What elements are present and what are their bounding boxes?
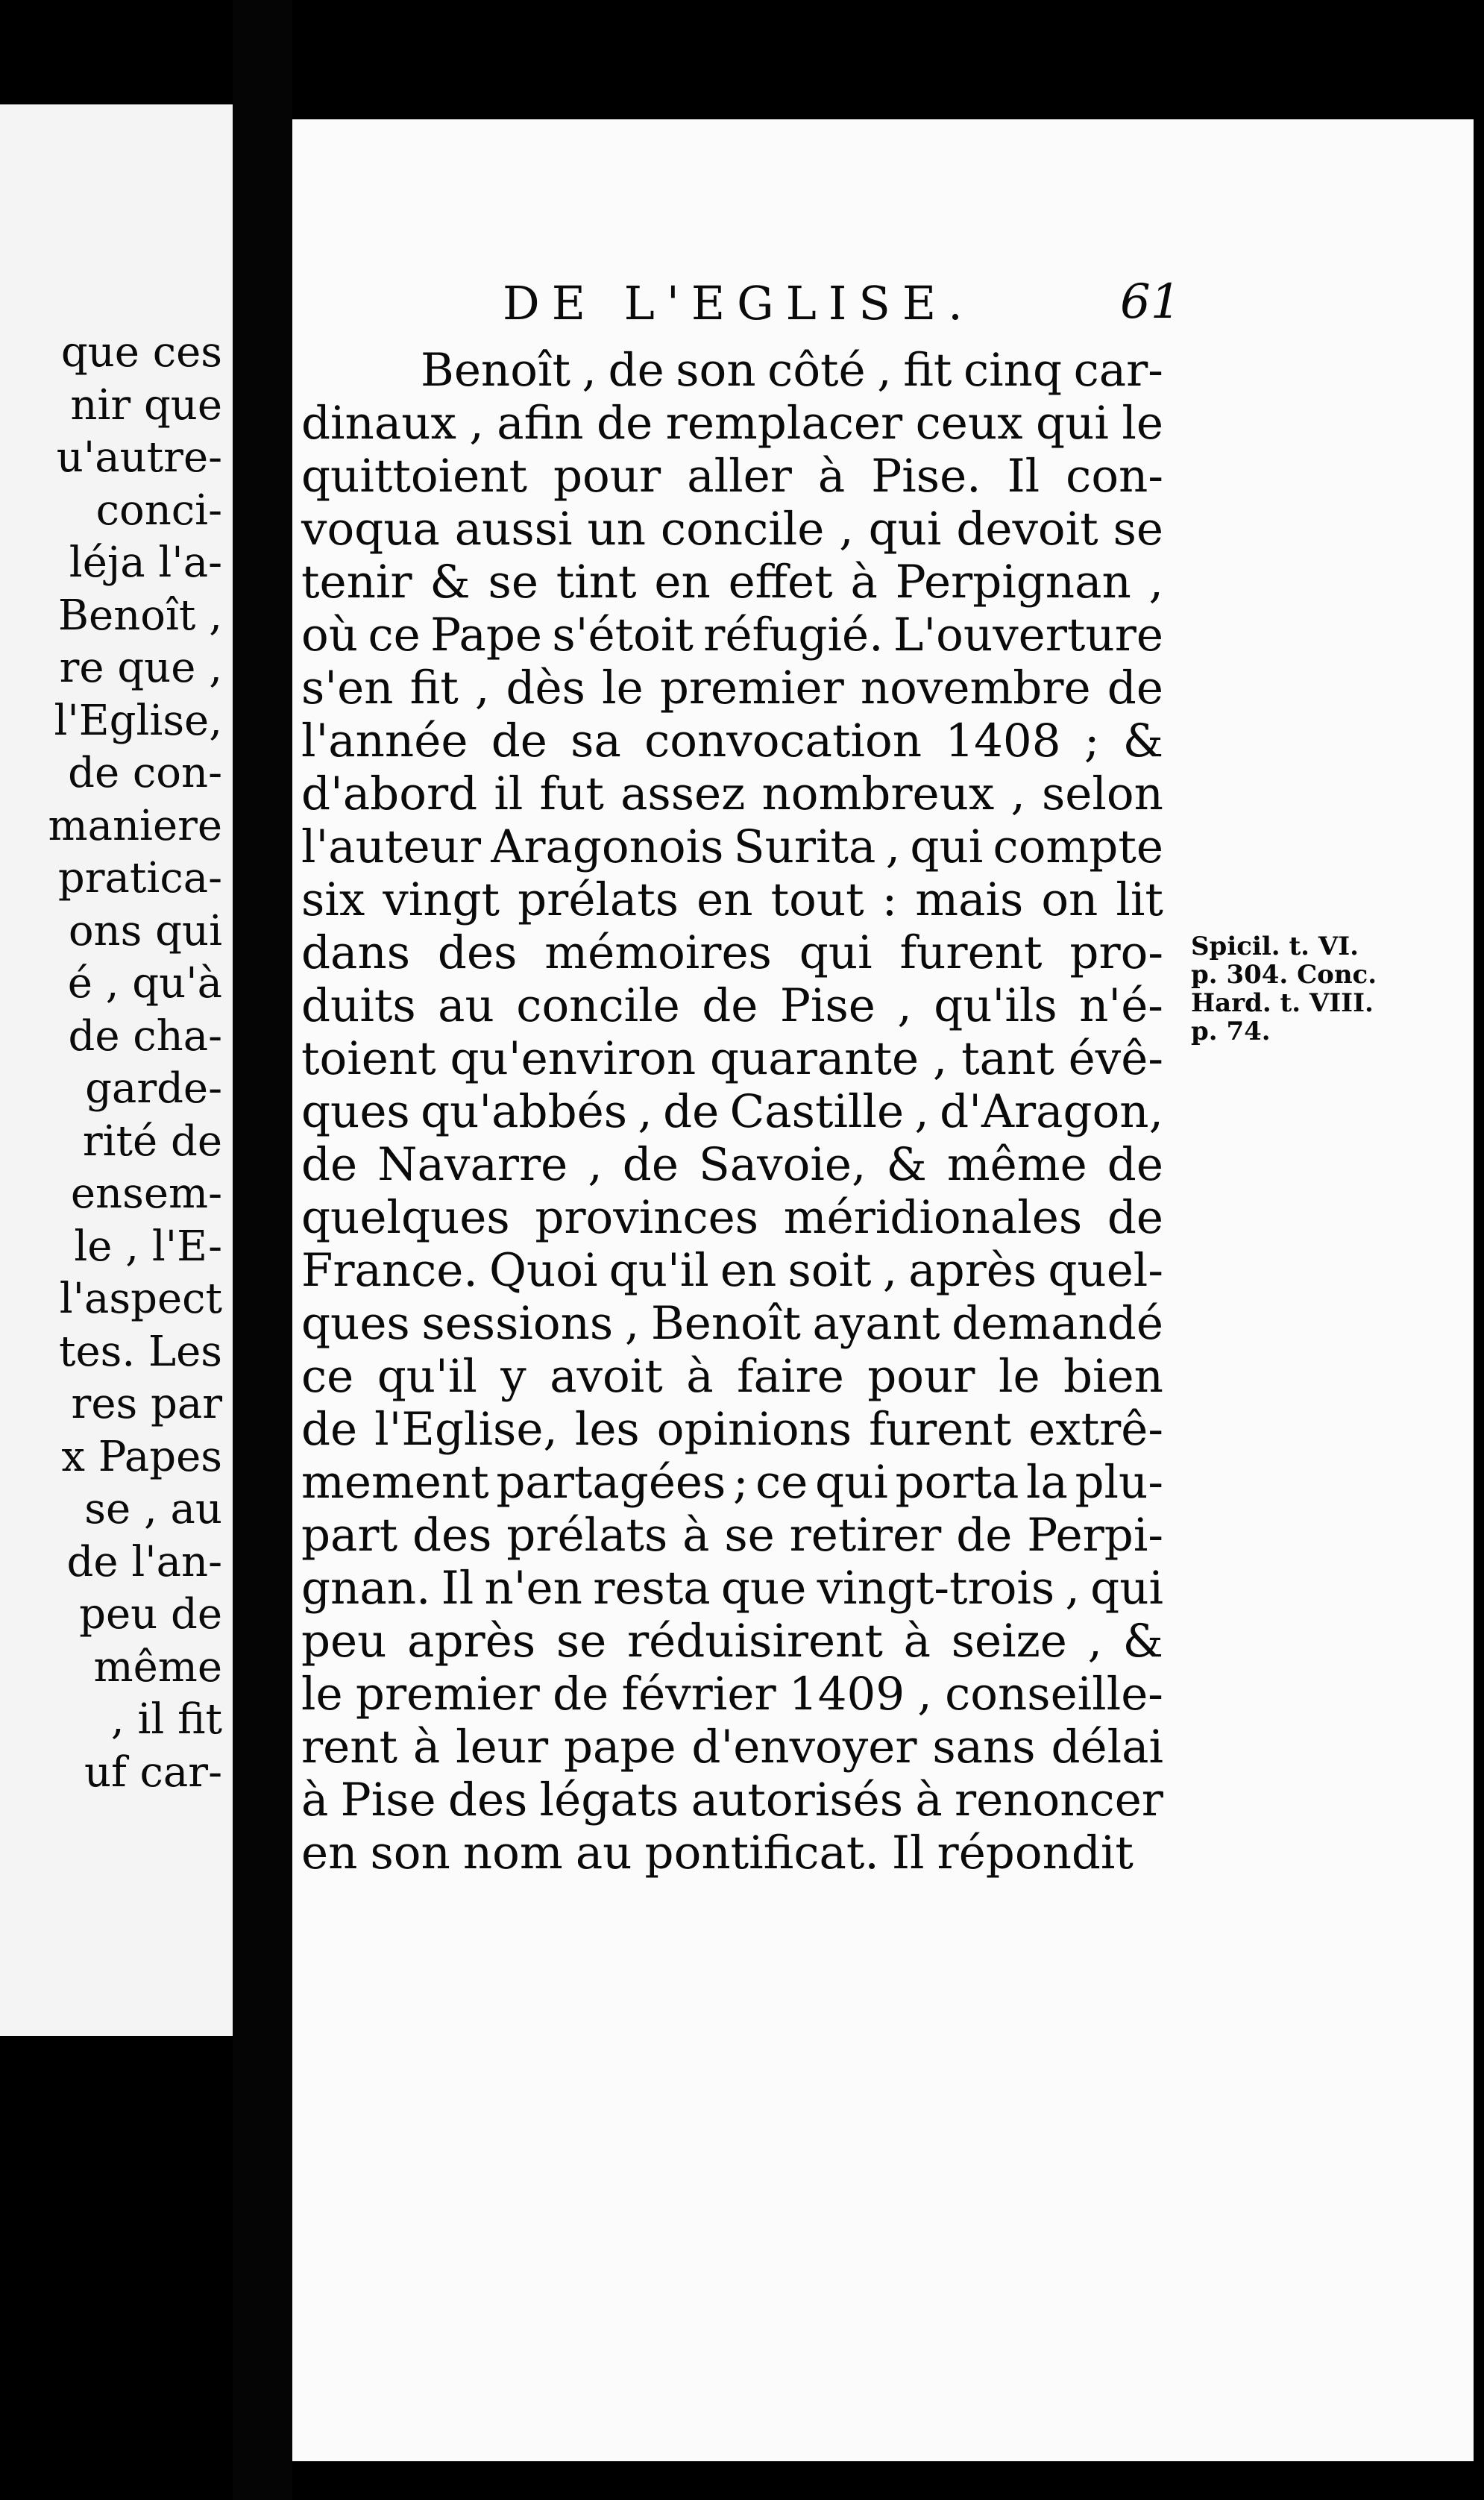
body-line: ques qu'abbés , de Castille , d'Aragon, [301, 1085, 1163, 1138]
left-page-line: conci- [95, 486, 222, 535]
left-page-line: rité de [82, 1116, 222, 1166]
left-page-line: se , au [84, 1485, 222, 1533]
body-line: de l'Eglise, les opinions furent extrê- [301, 1403, 1163, 1456]
margin-note-line: Spicil. t. VI. [1191, 932, 1359, 961]
body-line: duits au concile de Pise , qu'ils n'é- [301, 979, 1163, 1032]
body-line: Benoît , de son côté , fit cinq car- [421, 344, 1163, 397]
left-page-line: nir que [70, 380, 222, 430]
left-page-line: tes. Les [58, 1327, 222, 1376]
left-page-line: de con- [68, 749, 222, 797]
left-page-line: ensem- [70, 1169, 222, 1218]
margin-note-line: p. 74. [1191, 1017, 1271, 1046]
body-line: quelques provinces méridionales de [301, 1191, 1163, 1244]
left-page-line: Benoît , [57, 591, 222, 640]
body-line: dans des mémoires qui furent pro- [301, 926, 1163, 979]
body-line: tenir & se tint en effet à Perpignan , [301, 556, 1163, 609]
body-line: s'en fit , dès le premier novembre de [301, 662, 1163, 714]
left-page-line: garde- [85, 1064, 222, 1113]
page-number: 61 [1120, 274, 1181, 330]
left-page-line: é , qu'à [67, 959, 222, 1008]
body-line: rent à leur pape d'envoyer sans délai [301, 1721, 1163, 1774]
left-page-line: maniere [48, 801, 222, 850]
left-page-line: x Papes [61, 1432, 222, 1481]
body-line: l'auteur Aragonois Surita , qui compte [301, 820, 1163, 873]
book-spine [233, 0, 292, 2500]
body-line: part des prélats à se retirer de Perpi- [301, 1509, 1163, 1562]
body-line: six vingt prélats en tout : mais on lit [301, 873, 1163, 926]
body-line: où ce Pape s'étoit réfugié. L'ouverture [301, 609, 1163, 662]
left-page-line: peu de [79, 1590, 222, 1639]
body-line: quittoient pour aller à Pise. Il con- [301, 450, 1163, 503]
body-line: dinaux , afin de remplacer ceux qui le [301, 397, 1163, 450]
left-page-line: res par [71, 1380, 222, 1428]
left-page-line: l'aspect [59, 1275, 222, 1323]
body-line: de Navarre , de Savoie, & même de [301, 1138, 1163, 1191]
left-page-line: léja l'a- [69, 538, 222, 587]
previous-page-fragment [0, 104, 233, 2036]
left-page-line: ons qui [68, 906, 222, 955]
left-page-line: , il fit [110, 1695, 222, 1744]
margin-note-line: Hard. t. VIII. [1191, 988, 1374, 1018]
margin-note [1191, 932, 1377, 1046]
body-line: toient qu'environ quarante , tant évê- [301, 1032, 1163, 1085]
body-line: France. Quoi qu'il en soit , après quel- [301, 1244, 1163, 1297]
body-line: ques sessions , Benoît ayant demandé [301, 1297, 1163, 1350]
body-line: gnan. Il n'en resta que vingt-trois , qui [301, 1562, 1163, 1615]
left-page-line: de l'an- [66, 1537, 222, 1586]
margin-note-line: p. 304. Conc. [1191, 960, 1377, 990]
left-page-line: re que , [59, 644, 222, 692]
body-line: en son nom au pontificat. Il répondit [301, 1827, 1134, 1879]
left-page-line: l'Eglise, [54, 696, 222, 745]
body-line: le premier de février 1409 , conseille- [301, 1668, 1163, 1721]
body-line: à Pise des légats autorisés à renoncer [301, 1774, 1163, 1827]
body-line: l'année de sa convocation 1408 ; & [301, 714, 1163, 767]
left-page-line: le , l'E- [74, 1222, 222, 1271]
book-page [292, 119, 1474, 2461]
running-head: DE L'EGLISE. [503, 276, 975, 330]
body-line: peu après se réduisirent à seize , & [301, 1615, 1163, 1668]
left-page-line: pratica- [57, 854, 222, 902]
left-page-line: que ces [60, 328, 222, 377]
left-page-line: u'autre- [56, 433, 222, 482]
left-page-line: de cha- [68, 1011, 222, 1061]
body-line: ce qu'il y avoit à faire pour le bien [301, 1350, 1163, 1403]
left-page-line: uf car- [84, 1747, 222, 1797]
left-page-line: même [93, 1642, 222, 1692]
body-line: d'abord il fut assez nombreux , selon [301, 767, 1163, 820]
body-line: voqua aussi un concile , qui devoit se [301, 503, 1163, 556]
body-line: mement partagées ; ce qui porta la plu- [301, 1456, 1163, 1509]
